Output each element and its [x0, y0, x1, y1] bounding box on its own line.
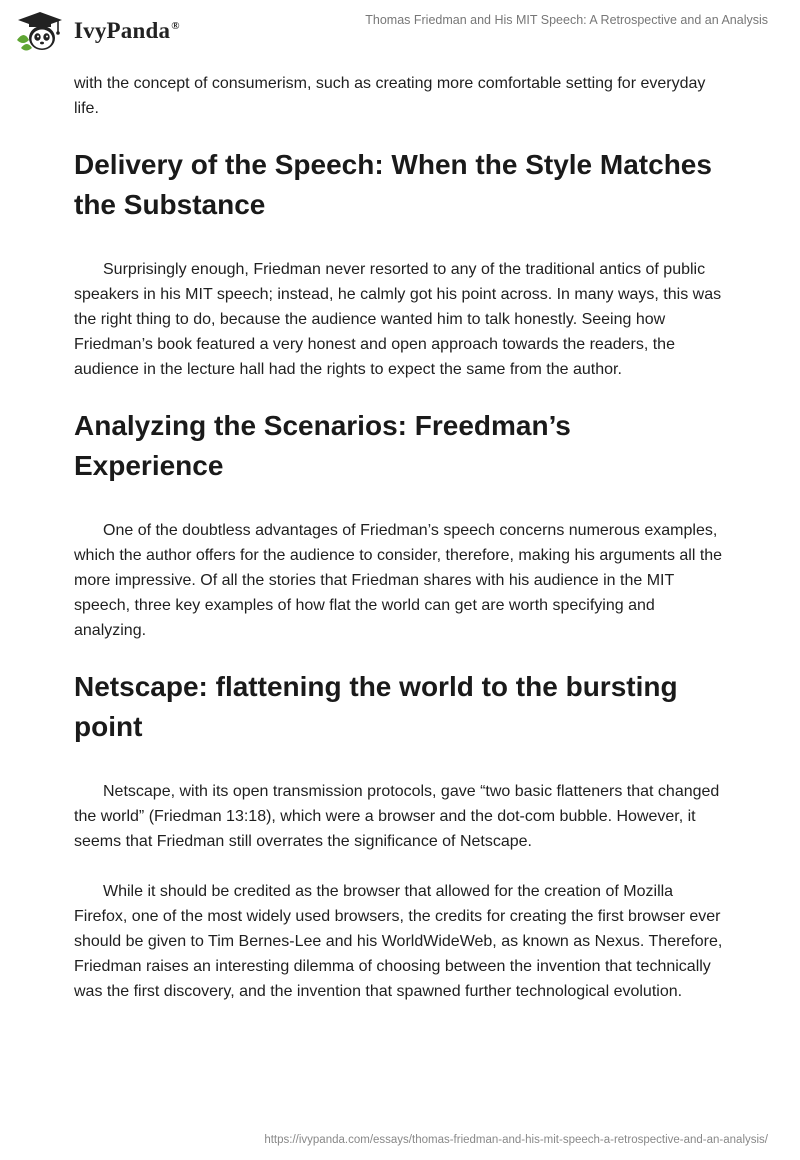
source-url[interactable]: https://ivypanda.com/essays/thomas-friedman-and-his-mit-speech-a-retrospective-and-an-analysis/: [264, 1134, 768, 1146]
running-title: Thomas Friedman and His MIT Speech: A Retrospective and an Analysis: [365, 13, 768, 27]
brand-name: IvyPanda®: [74, 18, 180, 43]
paragraph-scenarios: One of the doubtless advantages of Friedman’s speech concerns numerous examples, which the author offers for the audience to consider, therefore, making his arguments all the more impressive. Of all the stories that Friedman shares with his audience in the MIT speech, three key examples of how flat the world can get are worth specifying and analyzing.: [74, 522, 723, 639]
section-heading-scenarios: Analyzing the Scenarios: Freedman’s Experience: [74, 410, 571, 481]
section-heading-netscape: Netscape: flattening the world to the bursting point: [74, 671, 678, 742]
section-heading-delivery: Delivery of the Speech: When the Style Matches the Substance: [74, 149, 712, 220]
paragraph-netscape-2: While it should be credited as the browser that allowed for the creation of Mozilla Firefox, one of the most widely used browsers, the credits for creating the first browser ever should be given to Tim Bernes-Lee and his WorldWideWeb, as known as Nexus. Therefore, Friedman raises an interesting dilemma of choosing between the invention that technically was the first discovery, and the invention that spawned further technological evolution.: [74, 883, 723, 1000]
panda-graduate-icon: [14, 10, 66, 52]
page-header: [0, 0, 800, 60]
paragraph-delivery: Surprisingly enough, Friedman never resorted to any of the traditional antics of public speakers in his MIT speech; instead, he calmly got his point across. In many ways, this was the right thing to do, because the audience wanted him to talk honestly. Seeing how Friedman’s book featured a very honest and open approach towards the readers, the audience in the lecture hall had the rights to expect the same from the author.: [74, 261, 722, 378]
registered-mark: ®: [171, 20, 180, 33]
paragraph-netscape-1: Netscape, with its open transmission protocols, gave “two basic flatteners that changed the world” (Friedman 13:18), which were a browser and the dot-com bubble. However, it seems that Friedman still overrates the significance of Netscape.: [74, 783, 720, 850]
essay-body: [74, 71, 726, 1004]
brand-logo[interactable]: [14, 10, 180, 52]
intro-paragraph: with the concept of consumerism, such as creating more comfortable setting for everyday life.: [74, 75, 706, 117]
